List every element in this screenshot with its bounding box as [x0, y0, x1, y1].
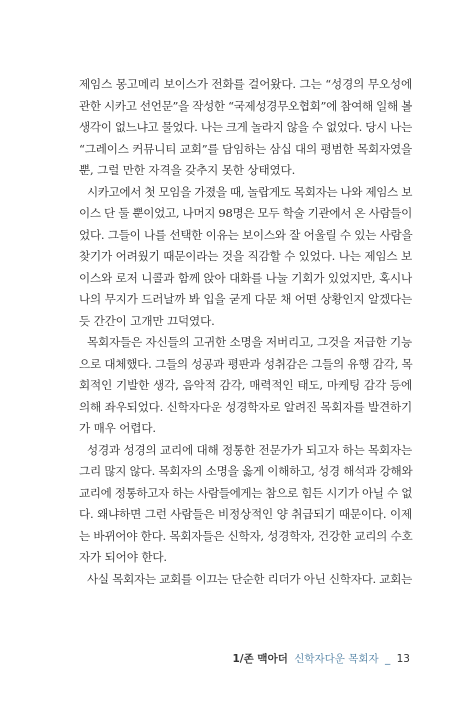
- text-line: 교리에 정통하고자 하는 사람들에게는 참으로 힘든 시기가 아닐 수 없: [79, 485, 412, 500]
- page-number: 13: [396, 653, 410, 665]
- footer-separator: _: [385, 653, 391, 665]
- text-line: 사실 목회자는 교회를 이끄는 단순한 리더가 아닌 신학자다. 교회는: [87, 571, 412, 586]
- text-line: 가 매우 어렵다.: [79, 421, 156, 435]
- text-line: 으로 대체했다. 그들의 성공과 평판과 성취감은 그들의 유행 감각, 목: [79, 356, 413, 371]
- text-line: 회적인 기발한 생각, 음악적 감각, 매력적인 태도, 마케팅 감각 등에: [79, 378, 412, 392]
- text-line: 관한 시카고 선언문”을 작성한 “국제성경무오협회”에 참여해 일해 볼: [79, 98, 413, 113]
- text-line: 는 바뀌어야 한다. 목회자들은 신학자, 성경학자, 건강한 교리의 수호: [79, 528, 413, 543]
- text-line: 었다. 그들이 나를 선택한 이유는 보이스와 잘 어울릴 수 있는 사람을: [79, 227, 413, 242]
- text-line: 나의 무지가 드러날까 봐 입을 굳게 다문 채 어떤 상황인지 알겠다는: [79, 292, 412, 306]
- text-line: 제임스 몽고메리 보이스가 전화를 걸어왔다. 그는 “성경의 무오성에: [79, 77, 412, 91]
- text-line: 찾기가 어려웠기 때문이라는 것을 직감할 수 있었다. 나는 제임스 보: [79, 249, 412, 263]
- text-line: 시카고에서 첫 모임을 가졌을 때, 놀랍게도 목회자는 나와 제임스 보: [87, 184, 412, 199]
- text-line: 듯 간간이 고개만 끄덕였다.: [79, 313, 215, 328]
- text-line: 이스 단 둘 뿐이었고, 나머지 98명은 모두 학술 기관에서 온 사람들이: [79, 206, 412, 220]
- running-footer: [232, 651, 410, 666]
- text-line: 목회자들은 자신들의 고귀한 소명을 저버리고, 그것을 저급한 기능: [87, 335, 412, 349]
- text-line: 뿐, 그럴 만한 자격을 갖추지 못한 상태였다.: [79, 163, 296, 177]
- body-text: [79, 74, 412, 590]
- text-line: 이스와 로저 니콜과 함께 앉아 대화를 나눌 기회가 있었지만, 혹시나: [79, 270, 412, 285]
- text-line: 다. 왜냐하면 그런 사람들은 비정상적인 양 취급되기 때문이다. 이제: [79, 507, 412, 521]
- footer-title: 신학자다운 목회자: [294, 653, 379, 665]
- text-line: “그레이스 커뮤니티 교회”를 담임하는 삼십 대의 평범한 목회자였을: [79, 141, 412, 156]
- footer-chapter: 1/존 맥아더: [232, 653, 288, 665]
- text-line: 자가 되어야 한다.: [79, 550, 167, 564]
- text-line: 의해 좌우되었다. 신학자다운 성경학자로 알려진 목회자를 발견하기: [79, 399, 412, 414]
- text-line: 생각이 없느냐고 물었다. 나는 크게 놀라지 않을 수 없었다. 당시 나는: [79, 120, 412, 134]
- text-line: 그리 많지 않다. 목회자의 소명을 옳게 이해하고, 성경 해석과 강해와: [79, 464, 413, 478]
- text-line: 성경과 성경의 교리에 대해 정통한 전문가가 되고자 하는 목회자는: [87, 442, 412, 457]
